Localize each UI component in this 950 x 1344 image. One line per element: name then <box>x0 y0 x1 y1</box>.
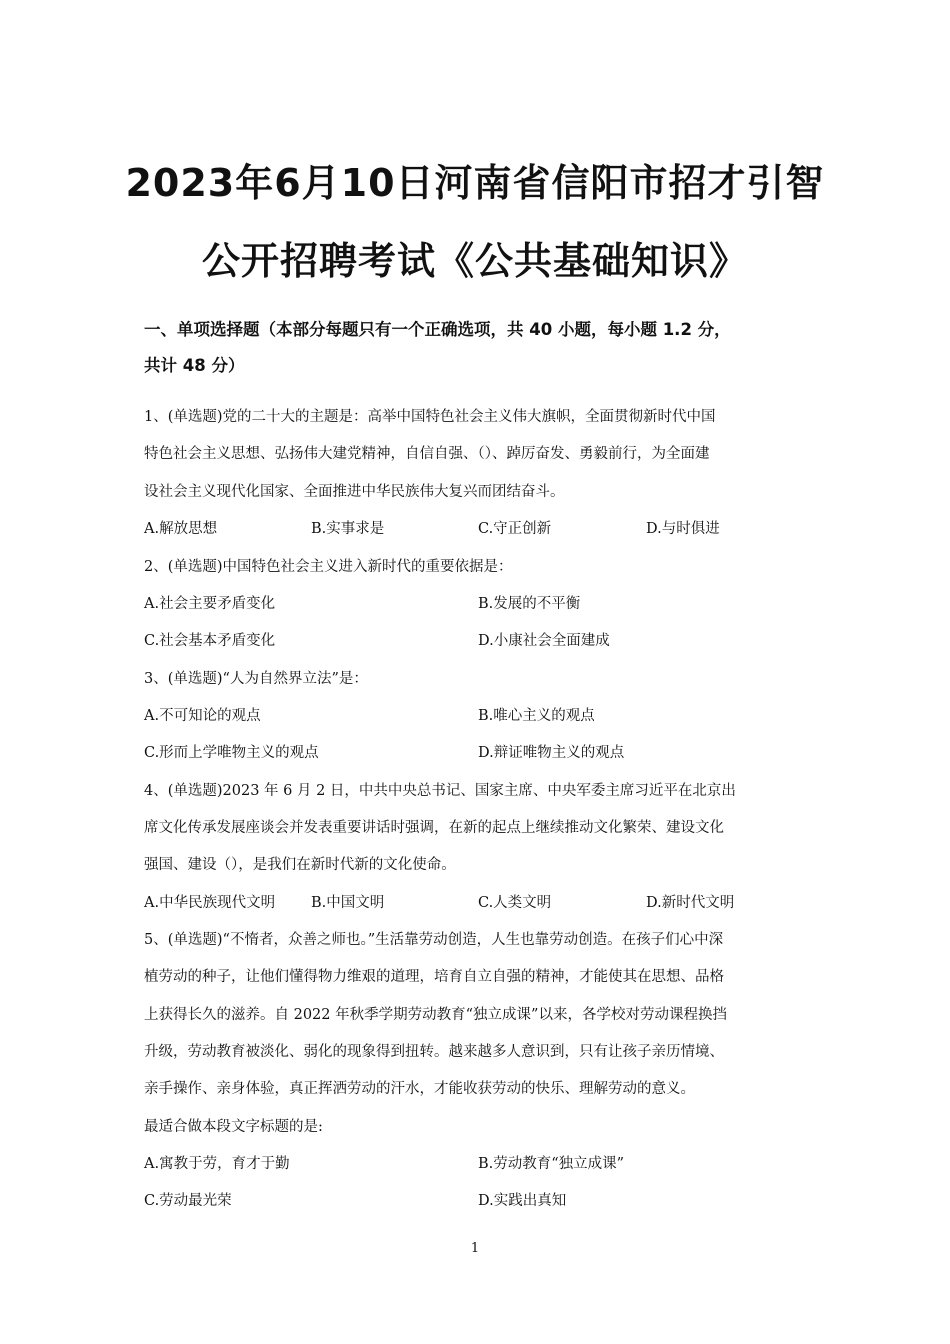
question-5-line-5: 亲手操作、亲身体验，真正挥洒劳动的汗水，才能收获劳动的快乐、理解劳动的意义。 <box>144 1081 695 1097</box>
question-5-option-b: B.劳动教育“独立成课” <box>478 1156 625 1172</box>
question-5-line-3: 上获得长久的滋养。自 2022 年秋季学期劳动教育“独立成课”以来，各学校对劳动课程换挡 <box>144 1007 727 1023</box>
section-heading-line-2: 共计 48 分） <box>144 356 245 375</box>
question-4-option-c: C.人类文明 <box>478 895 552 911</box>
question-2-option-d: D.小康社会全面建成 <box>478 633 610 649</box>
question-1-option-b: B.实事求是 <box>311 521 385 537</box>
question-5-line-2: 植劳动的种子，让他们懂得物力维艰的道理，培育自立自强的精神，才能使其在思想、品格 <box>144 969 724 985</box>
question-3-option-c: C.形而上学唯物主义的观点 <box>144 745 319 761</box>
question-1-line-1: 1、(单选题)党的二十大的主题是：高举中国特色社会主义伟大旗帜，全面贯彻新时代中国 <box>144 409 716 425</box>
question-1-line-3: 设社会主义现代化国家、全面推进中华民族伟大复兴而团结奋斗。 <box>144 484 565 500</box>
question-3-option-d: D.辩证唯物主义的观点 <box>478 745 625 761</box>
question-2-option-a: A.社会主要矛盾变化 <box>144 596 276 612</box>
question-4-line-1: 4、(单选题)2023 年 6 月 2 日，中共中央总书记、国家主席、中央军委主席习近平在北京出 <box>144 783 736 799</box>
question-5-line-6: 最适合做本段文字标题的是: <box>144 1119 323 1135</box>
question-4-option-b: B.中国文明 <box>311 895 385 911</box>
question-2-option-b: B.发展的不平衡 <box>478 596 581 612</box>
question-3-option-b: B.唯心主义的观点 <box>478 708 595 724</box>
document-title-line-2: 公开招聘考试《公共基础知识》 <box>201 239 748 283</box>
question-3-option-a: A.不可知论的观点 <box>144 708 261 724</box>
question-2-line-1: 2、(单选题)中国特色社会主义进入新时代的重要依据是： <box>144 559 513 575</box>
question-5-option-c: C.劳动最光荣 <box>144 1193 232 1209</box>
question-4-option-a: A.中华民族现代文明 <box>144 895 276 911</box>
question-4-line-3: 强国、建设（），是我们在新时代新的文化使命。 <box>144 857 456 873</box>
question-1-option-a: A.解放思想 <box>144 521 218 537</box>
question-4-option-d: D.新时代文明 <box>646 895 735 911</box>
question-5-line-4: 升级，劳动教育被淡化、弱化的现象得到扭转。越来越多人意识到，只有让孩子亲历情境、 <box>144 1044 724 1060</box>
question-4-line-2: 席文化传承发展座谈会并发表重要讲话时强调，在新的起点上继续推动文化繁荣、建设文化 <box>144 820 724 836</box>
section-heading-line-1: 一、单项选择题（本部分每题只有一个正确选项，共 40 小题，每小题 1.2 分， <box>144 320 731 339</box>
question-1-option-d: D.与时俱进 <box>646 521 720 537</box>
question-1-option-c: C.守正创新 <box>478 521 552 537</box>
question-1-line-2: 特色社会主义思想、弘扬伟大建党精神，自信自强、（）、踔厉奋发、勇毅前行，为全面建 <box>144 446 710 462</box>
question-2-option-c: C.社会基本矛盾变化 <box>144 633 276 649</box>
question-3-line-1: 3、(单选题)“人为自然界立法”是： <box>144 671 368 687</box>
page-number: 1 <box>470 1241 480 1256</box>
question-5-line-1: 5、(单选题)“不惰者，众善之师也。”生活靠劳动创造，人生也靠劳动创造。在孩子们心中深 <box>144 932 724 948</box>
document-title-line-1: 2023年6月10日河南省信阳市招才引智 <box>125 161 825 205</box>
question-5-option-a: A.寓教于劳，育才于勤 <box>144 1156 290 1172</box>
question-5-option-d: D.实践出真知 <box>478 1193 567 1209</box>
